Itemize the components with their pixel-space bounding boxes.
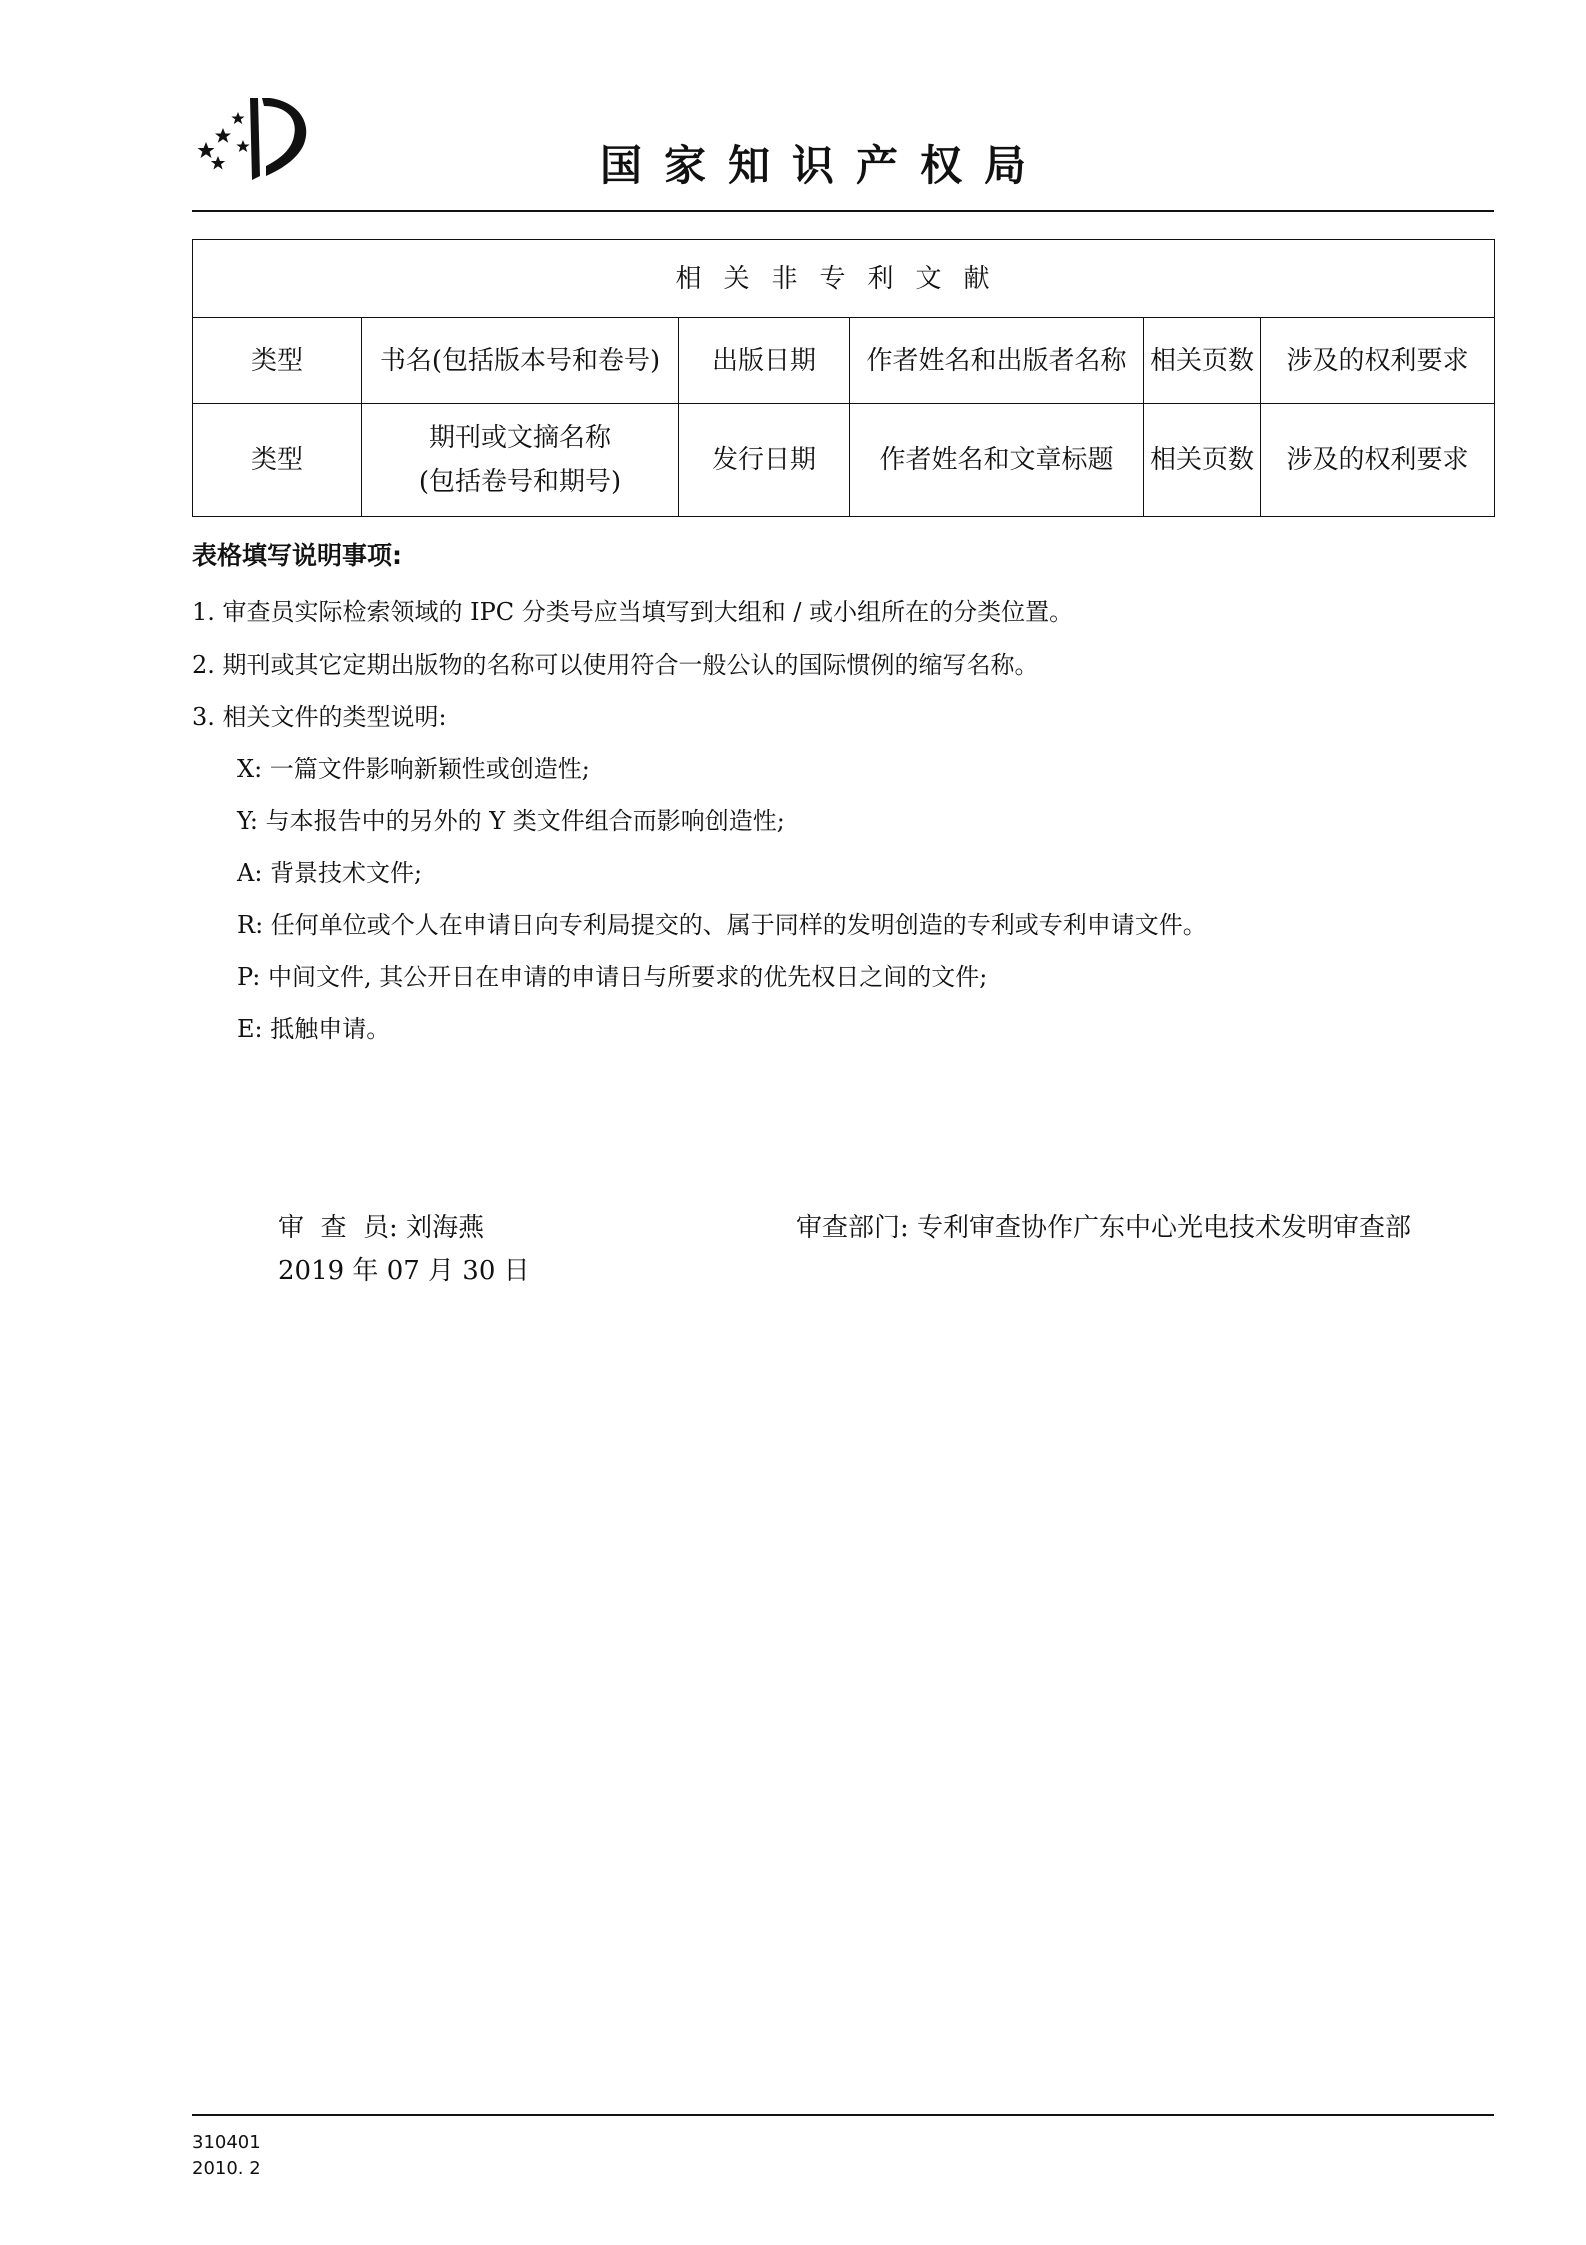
star-icon xyxy=(211,156,225,170)
header-divider xyxy=(192,210,1494,212)
book-type-header: 类型 xyxy=(193,318,362,404)
journal-type-header: 类型 xyxy=(193,404,362,517)
star-icon xyxy=(198,142,215,158)
type-r-note: R: 任何单位或个人在申请日向专利局提交的、属于同样的发明创造的专利或专利申请文件。 xyxy=(237,911,1207,939)
type-a-note: A: 背景技术文件; xyxy=(237,859,423,887)
note-item: 2. 期刊或其它定期出版物的名称可以使用符合一般公认的国际惯例的缩写名称。 xyxy=(192,651,1039,679)
journal-name-header xyxy=(362,404,679,517)
table-row-journal xyxy=(193,404,1495,517)
form-code: 310401 xyxy=(192,2132,261,2153)
non-patent-literature-table xyxy=(192,239,1495,517)
star-icon xyxy=(231,112,244,124)
journal-name-line2: (包括卷号和期号) xyxy=(418,467,622,497)
table-row-book xyxy=(193,318,1495,404)
examination-department: 审查部门: 专利审查协作广东中心光电技术发明审查部 xyxy=(796,1213,1412,1243)
table-title: 相关非专利文献 xyxy=(193,240,1495,318)
type-x-note: X: 一篇文件影响新颖性或创造性; xyxy=(237,755,590,783)
examiner-signature: 审 查 员: 刘海燕 xyxy=(278,1213,485,1243)
book-title-header: 书名(包括版本号和卷号) xyxy=(362,318,679,404)
note-item: 3. 相关文件的类型说明: xyxy=(192,703,447,731)
cnipa-logo xyxy=(186,92,316,182)
relevant-pages-header: 相关页数 xyxy=(1144,318,1261,404)
organization-name: 国家知识产权局 xyxy=(600,141,1049,190)
journal-claims-header: 涉及的权利要求 xyxy=(1261,404,1495,517)
claims-involved-header: 涉及的权利要求 xyxy=(1261,318,1495,404)
footer-divider xyxy=(192,2114,1494,2116)
signature-date: 2019 年 07 月 30 日 xyxy=(278,1256,530,1286)
star-icon xyxy=(236,140,249,152)
author-article-header: 作者姓名和文章标题 xyxy=(850,404,1144,517)
form-version: 2010. 2 xyxy=(192,2158,261,2179)
journal-pages-header: 相关页数 xyxy=(1144,404,1261,517)
type-p-note: P: 中间文件, 其公开日在申请的申请日与所要求的优先权日之间的文件; xyxy=(237,963,988,991)
type-e-note: E: 抵触申请。 xyxy=(237,1015,391,1043)
publication-date-header: 出版日期 xyxy=(679,318,850,404)
note-item: 1. 审查员实际检索领域的 IPC 分类号应当填写到大组和 / 或小组所在的分类位置。 xyxy=(192,598,1074,626)
issue-date-header: 发行日期 xyxy=(679,404,850,517)
notes-heading: 表格填写说明事项: xyxy=(192,541,402,570)
author-publisher-header: 作者姓名和出版者名称 xyxy=(850,318,1144,404)
star-icon xyxy=(215,128,231,143)
journal-name-line1: 期刊或文摘名称 xyxy=(428,423,611,453)
type-y-note: Y: 与本报告中的另外的 Y 类文件组合而影响创造性; xyxy=(237,807,785,835)
